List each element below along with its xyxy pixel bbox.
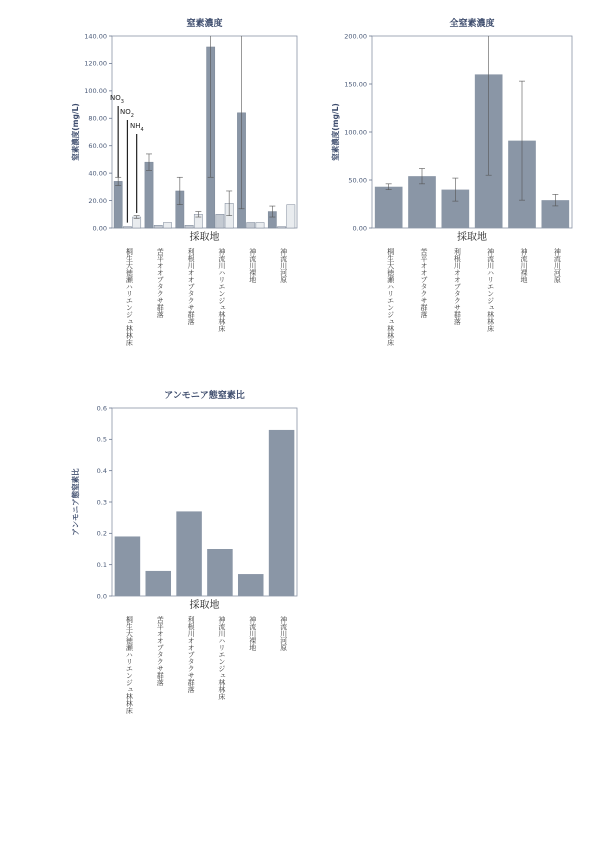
bar-NH4 (287, 205, 295, 228)
bar-NO2 (216, 214, 224, 228)
y-tick-label: 100.00 (84, 87, 107, 96)
chart-title: 全窒素濃度 (449, 19, 495, 29)
bar-NO2 (154, 225, 162, 228)
y-tick-label: 0.00 (92, 224, 107, 233)
category-label: 桐生大徳瀬ハリエンジュ林林床 (125, 248, 134, 346)
y-axis-label: アンモニア態窒素比 (71, 468, 80, 536)
y-tick-label: 40.00 (88, 169, 107, 178)
series-annotation (120, 108, 134, 119)
y-tick-label: 80.00 (88, 114, 107, 123)
annotation-subscript: 4 (140, 127, 144, 133)
bar-NO2 (247, 223, 255, 228)
chart-title: アンモニア態窒素比 (164, 391, 245, 401)
category-label: 利根川オオブタクサ群落 (187, 248, 196, 325)
x-axis-label: 採取地 (189, 232, 220, 243)
category-label: 利根川オオブタクサ群落 (187, 616, 196, 693)
series-annotation (130, 122, 144, 133)
category-label: 苦平オオブタクサ群落 (156, 248, 165, 318)
bar-NO2 (185, 225, 193, 228)
category-label: 苦平オオブタクサ群落 (420, 248, 428, 318)
bar-NO2 (277, 227, 285, 228)
y-tick-label: 0.00 (352, 224, 367, 233)
category-label: 苦平オオブタクサ群落 (156, 616, 165, 686)
bar-NH4 (163, 223, 171, 228)
ammonium-ratio-chart (60, 382, 310, 782)
y-tick-label: 0.2 (96, 529, 107, 538)
annotation-label: NO (110, 94, 121, 102)
bar-value (375, 187, 403, 228)
bar-value (145, 571, 171, 596)
y-tick-label: 50.00 (348, 176, 367, 185)
y-tick-label: 0.6 (96, 404, 107, 413)
y-tick-label: 120.00 (84, 59, 107, 68)
nitrogen-concentration-chart (60, 10, 310, 400)
bar-NH4 (256, 223, 264, 228)
y-axis-label: 窒素濃度(mg/L) (71, 103, 80, 161)
bar-value (207, 549, 233, 596)
x-axis-label: 採取地 (189, 600, 220, 611)
category-label: 神流川裸地 (520, 248, 528, 283)
bar-NO3 (114, 181, 122, 228)
category-label: 神流川ハリエンジュ林林床 (217, 616, 226, 700)
annotation-label: NO (120, 108, 131, 116)
y-tick-label: 0.3 (96, 498, 107, 507)
category-label: 神流川裸地 (248, 616, 257, 651)
bar-value (176, 511, 202, 596)
bar-NO2 (123, 227, 131, 228)
category-label: 神流川河原 (553, 248, 562, 283)
y-tick-label: 150.00 (344, 80, 367, 89)
y-tick-label: 60.00 (88, 142, 107, 151)
category-label: 桐生大徳瀬ハリエンジュ林林床 (386, 248, 395, 346)
x-axis-label: 採取地 (457, 232, 487, 243)
category-label: 桐生大徳瀬ハリエンジュ林林床 (125, 616, 134, 714)
chart-svg (60, 10, 310, 400)
total-nitrogen-chart (320, 10, 580, 400)
chart-title: 窒素濃度 (186, 19, 223, 29)
y-tick-label: 0.0 (96, 592, 107, 601)
category-label: 利根川オオブタクサ群落 (453, 248, 462, 325)
chart-svg (60, 382, 310, 782)
y-tick-label: 200.00 (344, 32, 367, 41)
bar-value (115, 536, 141, 596)
bar-NO3 (145, 162, 153, 228)
category-label: 神流川裸地 (248, 248, 257, 283)
y-tick-label: 20.00 (88, 196, 107, 205)
annotation-subscript: 3 (120, 99, 124, 105)
y-tick-label: 0.5 (96, 435, 107, 444)
y-tick-label: 0.4 (96, 466, 107, 475)
category-label: 神流川ハリエンジュ林林床 (486, 248, 495, 332)
y-axis-label: 窒素濃度(mg/L) (331, 103, 340, 161)
chart-svg (320, 10, 580, 400)
annotation-label: NH (130, 122, 141, 130)
y-tick-label: 100.00 (344, 128, 367, 137)
category-label: 神流川河原 (279, 248, 288, 283)
bar-value (269, 430, 295, 596)
category-label: 神流川ハリエンジュ林林床 (217, 248, 226, 332)
bar-value (238, 574, 264, 596)
y-tick-label: 0.1 (96, 560, 107, 569)
y-tick-label: 140.00 (84, 32, 107, 41)
category-label: 神流川河原 (279, 616, 288, 651)
annotation-subscript: 2 (130, 113, 134, 119)
